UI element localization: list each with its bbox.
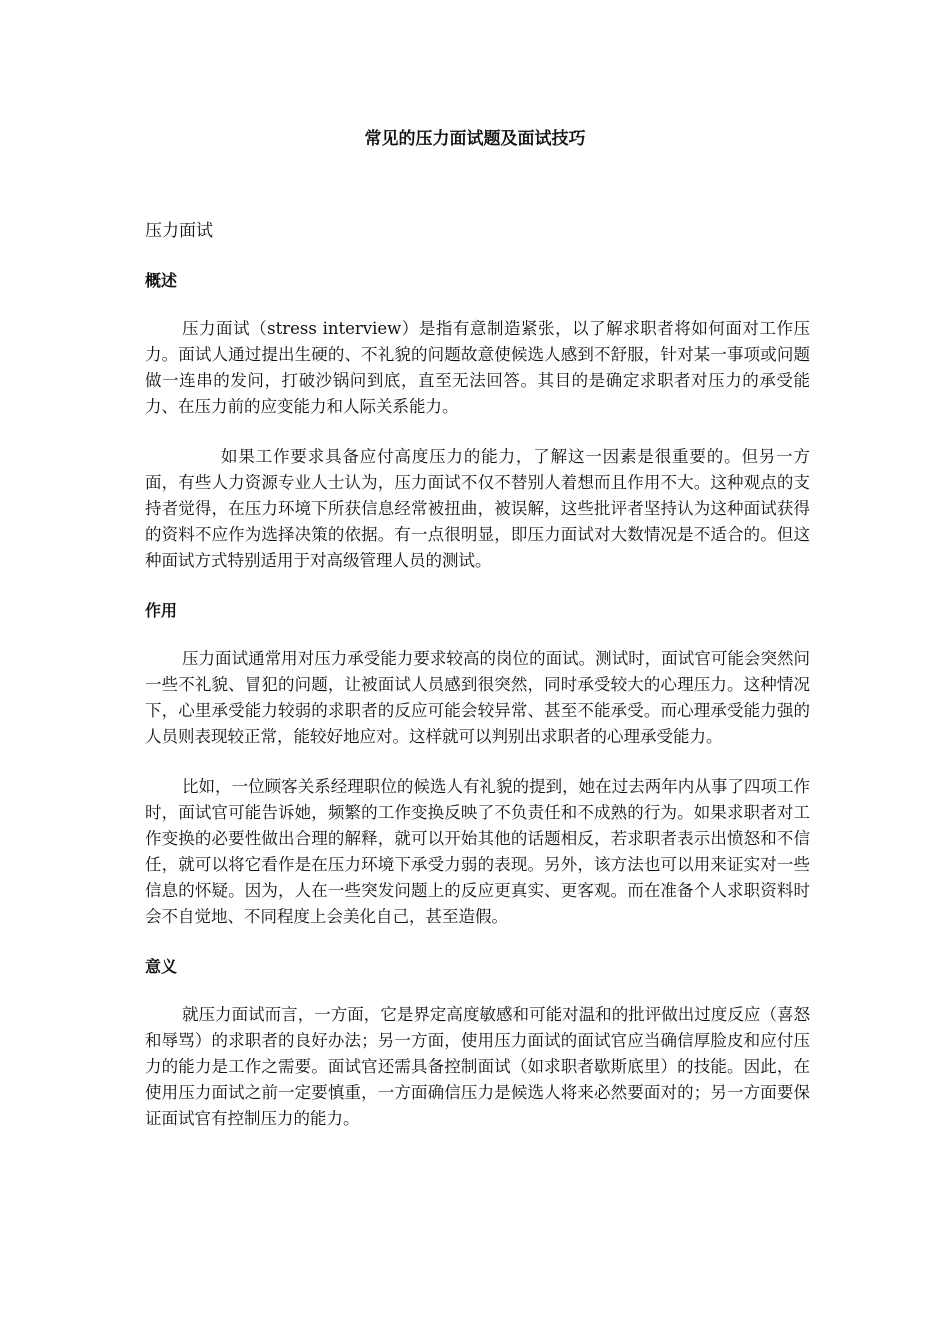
paragraph: 压力面试通常用对压力承受能力要求较高的岗位的面试。测试时，面试官可能会突然问一些不礼貌、冒犯的问题，让被面试人员感到很突然，同时承受较大的心理压力。这种情况下，心里承受能力较弱的求职者的反应可能会较异常、甚至不能承受。而心理承受能力强的人员则表现较正常，能较好地应对。这样就可以判别出求职者的心理承受能力。 <box>145 649 810 746</box>
paragraph: 压力面试（stress interview）是指有意制造紧张，以了解求职者将如何面对工作压力。面试人通过提出生硬的、不礼貌的问题故意使候选人感到不舒服，针对某一事项或问题做一连串的发问，打破沙锅问到底，直至无法回答。其目的是确定求职者对压力的承受能力、在压力前的应变能力和人际关系能力。 <box>145 319 810 416</box>
paragraph: 比如，一位顾客关系经理职位的候选人有礼貌的提到，她在过去两年内从事了四项工作时，面试官可能告诉她，频繁的工作变换反映了不负责任和不成熟的行为。如果求职者对工作变换的必要性做出合理的解释，就可以开始其他的话题相反，若求职者表示出愤怒和不信任，就可以将它看作是在压力环境下承受力弱的表现。另外，该方法也可以用来证实对一些信息的怀疑。因为，人在一些突发问题上的反应更真实、更客观。而在准备个人求职资料时会不自觉地、不同程度上会美化自己，甚至造假。 <box>145 777 810 926</box>
document-title: 常见的压力面试题及面试技巧 <box>364 129 586 149</box>
section-heading-significance: 意义 <box>145 957 178 976</box>
document-body <box>145 218 810 1156</box>
paragraph: 如果工作要求具备应付高度压力的能力，了解这一因素是很重要的。但另一方面，有些人力资源专业人士认为，压力面试不仅不替别人着想而且作用不大。这种观点的支持者觉得，在压力环境下所获信息经常被扭曲，被误解，这些批评者坚持认为这种面试获得的资料不应作为选择决策的依据。有一点很明显，即压力面试对大数情况是不适合的。但这种面试方式特别适用于对高级管理人员的测试。 <box>145 447 810 570</box>
section-heading-function: 作用 <box>145 601 178 620</box>
paragraph: 就压力面试而言，一方面，它是界定高度敏感和可能对温和的批评做出过度反应（喜怒和辱骂）的求职者的良好办法；另一方面，使用压力面试的面试官应当确信厚脸皮和应付压力的能力是工作之需要。面试官还需具备控制面试（如求职者歇斯底里）的技能。因此，在使用压力面试之前一定要慎重，一方面确信压力是候选人将来必然要面对的；另一方面要保证面试官有控制压力的能力。 <box>145 1005 810 1128</box>
intro-heading: 压力面试 <box>145 221 213 241</box>
section-heading-overview: 概述 <box>145 271 178 290</box>
